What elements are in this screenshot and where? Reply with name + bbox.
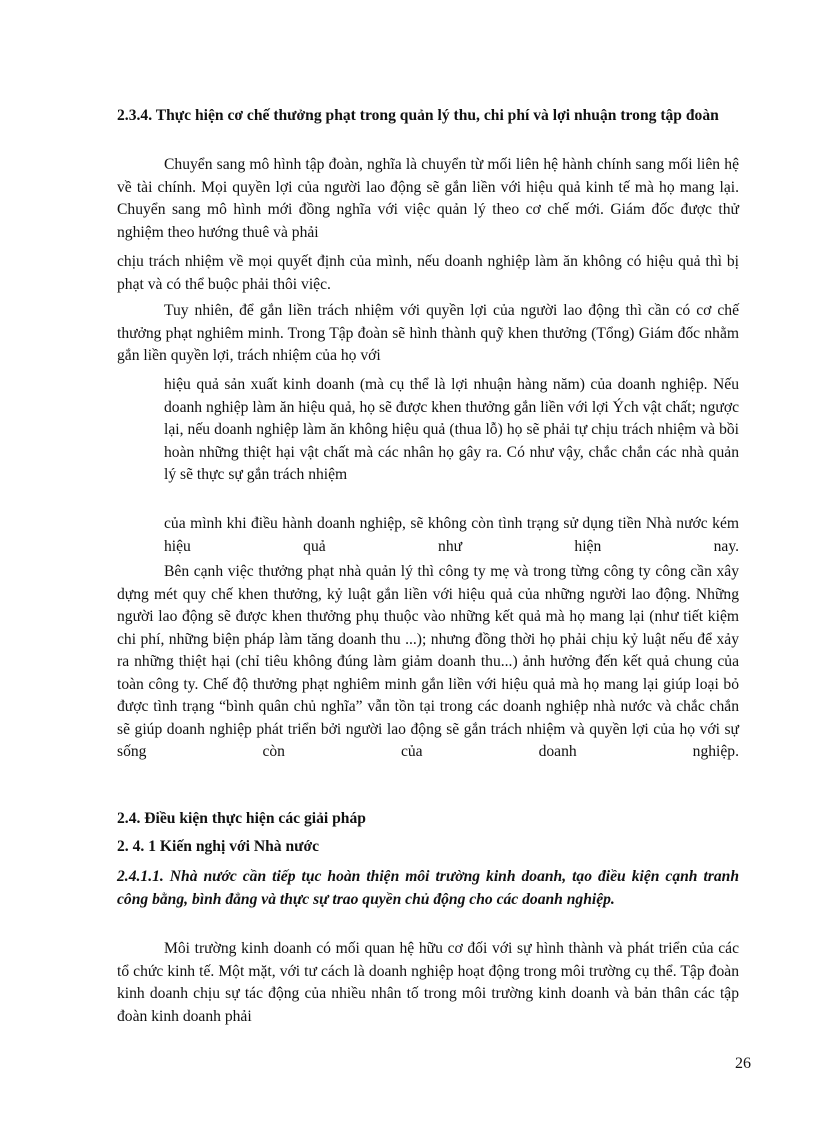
section-heading-2-3-4: 2.3.4. Thực hiện cơ chế thưởng phạt trong quản lý thu, chi phí và lợi nhuận trong tập đoàn <box>117 107 719 124</box>
paragraph-1a: Chuyển sang mô hình tập đoàn, nghĩa là chuyển từ mối liên hệ hành chính sang mối liên hệ về tài chính. Mọi quyền lợi của người lao động sẽ gắn liền với hiệu quả kinh tế mà họ mang lại. Chuyển sang mô hình mới đồng nghĩa với việc quản lý theo cơ chế mới. Giám đốc được thử nghiệm theo hướng thuê và phải <box>117 156 739 241</box>
paragraph-4: Môi trường kinh doanh có mối quan hệ hữu cơ đối với sự hình thành và phát triển của các tổ chức kinh tế. Một mặt, với tư cách là doanh nghiệp hoạt động trong môi trường cụ thể. Tập đoàn kinh doanh chịu sự tác động của nhiều nhân tố trong môi trường kinh doanh và bản thân các tập đoàn kinh doanh phải <box>117 940 739 1025</box>
page-number: 26 <box>735 1055 751 1072</box>
section-heading-2-4-1-1: 2.4.1.1. Nhà nước cần tiếp tục hoàn thiện môi trường kinh doanh, tạo điều kiện cạnh tranh công bằng, bình đẳng và thực sự trao quyền chủ động cho các doanh nghiệp. <box>117 868 739 908</box>
section-heading-2-4-1: 2. 4. 1 Kiến nghị với Nhà nước <box>117 838 320 855</box>
paragraph-2b: hiệu quả sản xuất kinh doanh (mà cụ thể là lợi nhuận hàng năm) của doanh nghiệp. Nếu doanh nghiệp làm ăn hiệu quả, họ sẽ được khen thưởng gắn liền với lợi Ých vật chất; ngược lại, nếu doanh nghiệp làm ăn không hiệu quả (thua lỗ) họ sẽ phải tự chịu trách nhiệm và bồi hoàn những thiệt hại vật chất mà các nhân họ gây ra. Có như vậy, chắc chắn các nhà quản lý sẽ thực sự gắn trách nhiệm <box>164 376 739 483</box>
section-heading-2-4: 2.4. Điều kiện thực hiện các giải pháp <box>117 810 366 827</box>
paragraph-2a: Tuy nhiên, để gắn liền trách nhiệm với quyền lợi của người lao động thì cần có cơ chế thưởng phạt nghiêm minh. Trong Tập đoàn sẽ hình thành quỹ khen thưởng (Tổng) Giám đốc nhằm gắn liền quyền lợi, trách nhiệm của họ với <box>117 302 739 364</box>
paragraph-1b: chịu trách nhiệm về mọi quyết định của mình, nếu doanh nghiệp làm ăn không có hiệu quả thì bị phạt và có thể buộc phải thôi việc. <box>117 253 739 293</box>
paragraph-3: Bên cạnh việc thưởng phạt nhà quản lý thì công ty mẹ và trong từng công ty công cần xây dựng mét quy chế khen thưởng, kỷ luật gắn liền với hiệu quả của những người lao động. Những người lao động sẽ được khen thưởng phụ thuộc vào những kết quả mà họ mang lại (như tiết kiệm chi phí, những biện pháp làm tăng doanh thu ...); nhưng đồng thời họ phải chịu kỷ luật nếu để xảy ra những thiệt hại (chỉ tiêu không đúng làm giảm doanh thu...) ảnh hưởng đến kết quả chung của toàn công ty. Chế độ thưởng phạt nghiêm minh gắn liền với hiệu quả mà họ mang lại giúp loại bỏ được tình trạng “bình quân chủ nghĩa” vẫn tồn tại trong các doanh nghiệp nhà nước và chắc chắn sẽ giúp doanh nghiệp phát triển bởi người lao động sẽ gắn trách nhiệm và quyền lợi của họ với sự sống còn của doanh nghiệp. <box>117 563 739 760</box>
paragraph-2c: của mình khi điều hành doanh nghiệp, sẽ không còn tình trạng sử dụng tiền Nhà nước kém hiệu quả như hiện nay. <box>164 515 739 555</box>
